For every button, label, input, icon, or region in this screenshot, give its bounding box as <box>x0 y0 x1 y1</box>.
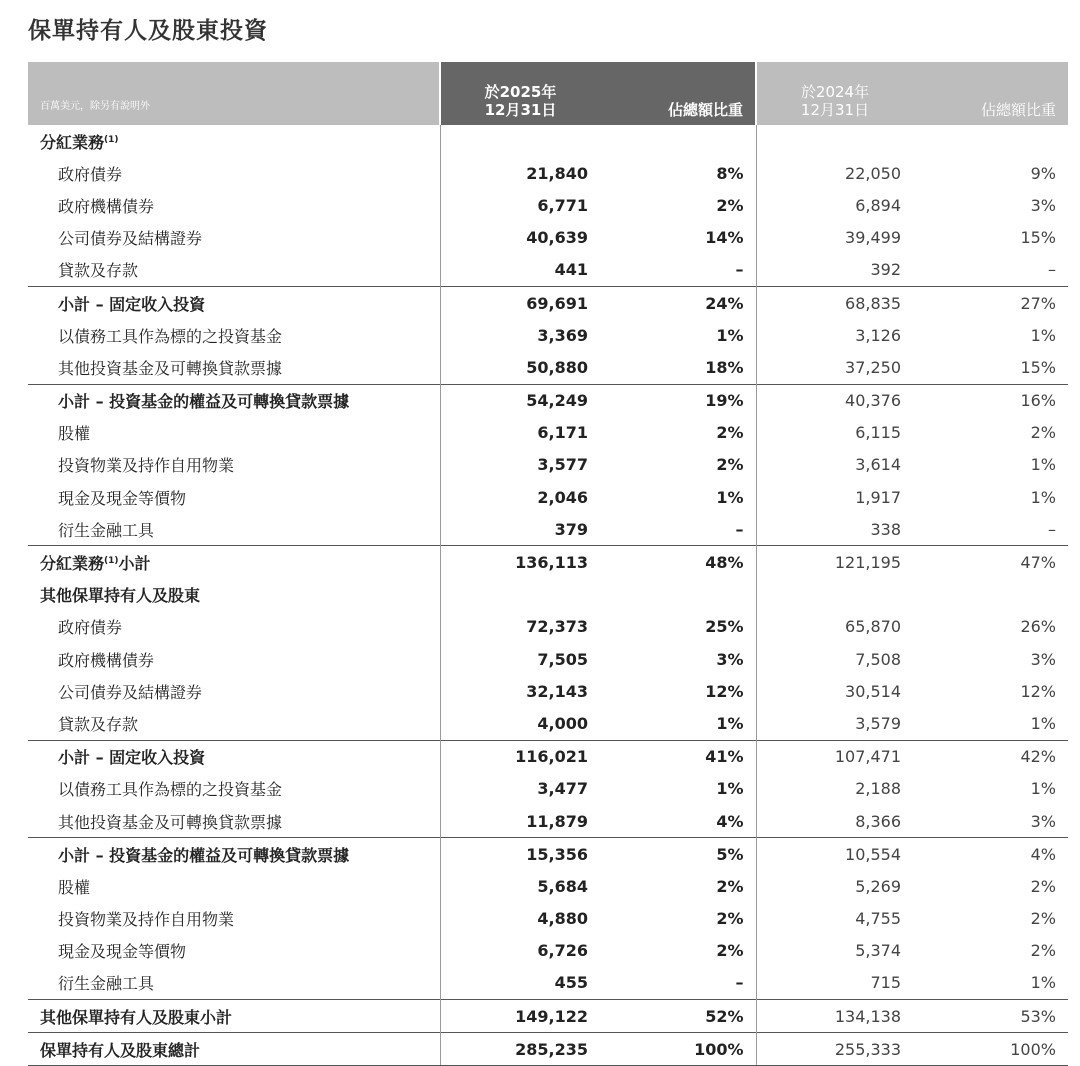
value-2025: 32,143 <box>440 675 600 707</box>
value-2024: 255,333 <box>756 1033 913 1066</box>
value-2025: 4,000 <box>440 707 600 740</box>
header-2024-year: 於2024年 <box>800 83 870 101</box>
row-label: 其他投資基金及可轉換貸款票據 <box>58 812 283 832</box>
value-2024: 6,115 <box>855 423 901 443</box>
value-2024: 134,138 <box>756 1000 913 1033</box>
share-2024: 42% <box>913 740 1068 773</box>
table-row <box>28 481 1068 513</box>
share-2025: 1% <box>600 481 756 513</box>
value-2024: 40,376 <box>756 384 913 417</box>
value-2024: 3,579 <box>855 713 901 733</box>
value-2025: 7,505 <box>440 643 600 675</box>
table-row <box>28 611 1068 643</box>
header-2025-year: 於2025年 <box>484 83 557 101</box>
row-label: 投資物業及持作自用物業 <box>58 456 235 476</box>
table-row <box>28 417 1068 449</box>
share-2025: 2% <box>600 870 756 902</box>
value-2024: 715 <box>870 973 901 993</box>
share-2025: 41% <box>600 740 756 773</box>
value-2024: 65,870 <box>845 617 901 637</box>
share-2024: 3% <box>1030 811 1056 831</box>
table-row <box>28 449 1068 481</box>
row-label: 其他保單持有人及股東 <box>40 586 201 606</box>
value-2025: 54,249 <box>440 384 600 417</box>
value-2025: 149,122 <box>440 1000 600 1033</box>
value-2024: 10,554 <box>756 838 913 871</box>
share-2025: 48% <box>600 546 756 579</box>
share-2025: – <box>600 967 756 1000</box>
row-label: 小計 – 投資基金的權益及可轉換貸款票據 <box>28 838 440 871</box>
share-2024: – <box>1048 519 1056 539</box>
table-row <box>28 675 1068 707</box>
table-row <box>28 513 1068 546</box>
value-2025: 6,771 <box>440 189 600 221</box>
value-2024: 2,188 <box>855 779 901 799</box>
share-2024: 4% <box>913 838 1068 871</box>
subtotal-row <box>28 1000 1068 1033</box>
row-label: 政府機構債券 <box>58 196 155 216</box>
share-2025: 100% <box>600 1033 756 1066</box>
share-2024: 1% <box>1030 779 1056 799</box>
page-title: 保單持有人及股東投資 <box>28 18 268 44</box>
share-2024: 53% <box>913 1000 1068 1033</box>
share-2024: 2% <box>1030 876 1056 896</box>
value-2025: 379 <box>440 513 600 546</box>
value-2024: 8,366 <box>855 811 901 831</box>
share-2025: 1% <box>600 773 756 805</box>
value-2025: 455 <box>440 967 600 1000</box>
subtotal-row <box>28 546 1068 579</box>
table-row <box>28 351 1068 384</box>
value-2025: 441 <box>440 254 600 287</box>
unit-note: 百萬美元，除另有說明外 <box>28 62 440 125</box>
value-2025: 3,369 <box>440 319 600 351</box>
investments-table <box>28 62 1068 1066</box>
value-2024: 392 <box>870 260 901 280</box>
value-2024: 22,050 <box>845 163 901 183</box>
row-label: 政府債券 <box>58 164 123 184</box>
share-2025: 18% <box>600 351 756 384</box>
row-label: 其他保單持有人及股東小計 <box>28 1000 440 1033</box>
value-2025: 15,356 <box>440 838 600 871</box>
header-2024-date <box>756 62 913 125</box>
share-2024: 1% <box>1030 713 1056 733</box>
row-label: 衍生金融工具 <box>58 520 155 540</box>
share-2024: 2% <box>1030 423 1056 443</box>
total-row <box>28 1033 1068 1066</box>
row-label: 現金及現金等價物 <box>58 942 187 962</box>
share-2025: 4% <box>600 805 756 838</box>
share-2024 <box>913 579 1068 611</box>
row-label: 分紅業務$^{(1)}$小計 <box>28 546 440 579</box>
row-label: 小計 – 固定收入投資 <box>28 740 440 773</box>
value-2025: 72,373 <box>440 611 600 643</box>
row-label: 貸款及存款 <box>58 261 139 281</box>
table-row <box>28 805 1068 838</box>
value-2024: 5,374 <box>855 941 901 961</box>
value-2025: 285,235 <box>440 1033 600 1066</box>
value-2024: 3,126 <box>855 325 901 345</box>
share-2024: 12% <box>1020 681 1056 701</box>
share-2025: 2% <box>600 449 756 481</box>
value-2024: 338 <box>870 519 901 539</box>
value-2024: 6,894 <box>855 195 901 215</box>
row-label: 保單持有人及股東總計 <box>28 1033 440 1066</box>
value-2025: 3,477 <box>440 773 600 805</box>
share-2024: 26% <box>1020 617 1056 637</box>
share-2025 <box>600 579 756 611</box>
value-2025: 21,840 <box>440 157 600 189</box>
table-row <box>28 157 1068 189</box>
subtotal-row <box>28 838 1068 871</box>
header-2024-share: 佔總額比重 <box>913 62 1068 125</box>
share-2025: 2% <box>600 417 756 449</box>
table-row <box>28 870 1068 902</box>
table-row <box>28 222 1068 254</box>
value-2024: 121,195 <box>756 546 913 579</box>
share-2025: 24% <box>600 286 756 319</box>
share-2025: – <box>600 254 756 287</box>
share-2024: 15% <box>1020 228 1056 248</box>
share-2024: 1% <box>1030 325 1056 345</box>
value-2024: 5,269 <box>855 876 901 896</box>
share-2024: 3% <box>1030 649 1056 669</box>
subtotal-row <box>28 384 1068 417</box>
row-label: 公司債券及結構證券 <box>58 229 203 249</box>
header-2025-date <box>440 62 600 125</box>
share-2024: 1% <box>1030 973 1056 993</box>
row-label: 衍生金融工具 <box>58 974 155 994</box>
share-2024: 47% <box>913 546 1068 579</box>
subtotal-row <box>28 286 1068 319</box>
value-2024 <box>756 579 913 611</box>
share-2025: 1% <box>600 319 756 351</box>
share-2025: 2% <box>600 935 756 967</box>
value-2025: 69,691 <box>440 286 600 319</box>
table-row <box>28 707 1068 740</box>
value-2025: 116,021 <box>440 740 600 773</box>
value-2025: 50,880 <box>440 351 600 384</box>
row-label: 現金及現金等價物 <box>58 488 187 508</box>
share-2024 <box>913 125 1068 157</box>
share-2025: 52% <box>600 1000 756 1033</box>
row-label: 以債務工具作為標的之投資基金 <box>58 326 283 346</box>
table-row <box>28 773 1068 805</box>
table-header-row <box>28 62 1068 125</box>
value-2024: 37,250 <box>845 357 901 377</box>
row-label: 小計 – 固定收入投資 <box>28 286 440 319</box>
value-2025: 40,639 <box>440 222 600 254</box>
table-row <box>28 967 1068 1000</box>
share-2025: 25% <box>600 611 756 643</box>
section-header-row <box>28 579 1068 611</box>
value-2024: 4,755 <box>855 909 901 929</box>
share-2024: 1% <box>1030 487 1056 507</box>
share-2024: 9% <box>1030 163 1056 183</box>
row-label: 股權 <box>58 424 91 444</box>
share-2025: – <box>600 513 756 546</box>
share-2024: 100% <box>913 1033 1068 1066</box>
row-label: 政府機構債券 <box>58 650 155 670</box>
value-2024 <box>756 125 913 157</box>
table-row <box>28 903 1068 935</box>
share-2024: 3% <box>1030 195 1056 215</box>
value-2024: 39,499 <box>845 228 901 248</box>
row-label: 股權 <box>58 877 91 897</box>
row-label: 以債務工具作為標的之投資基金 <box>58 780 283 800</box>
share-2024: 1% <box>1030 455 1056 475</box>
share-2024: 2% <box>1030 909 1056 929</box>
value-2024: 68,835 <box>756 286 913 319</box>
share-2025: 8% <box>600 157 756 189</box>
section-header-row <box>28 125 1068 157</box>
share-2025: 2% <box>600 903 756 935</box>
value-2025: 136,113 <box>440 546 600 579</box>
share-2024: 2% <box>1030 941 1056 961</box>
table-row <box>28 189 1068 221</box>
row-label: 其他投資基金及可轉換貸款票據 <box>58 358 283 378</box>
value-2025 <box>440 125 600 157</box>
share-2024: 27% <box>913 286 1068 319</box>
value-2025: 3,577 <box>440 449 600 481</box>
row-label: 小計 – 投資基金的權益及可轉換貸款票據 <box>28 384 440 417</box>
value-2025: 6,171 <box>440 417 600 449</box>
value-2025: 4,880 <box>440 903 600 935</box>
share-2025: 19% <box>600 384 756 417</box>
row-label: 公司債券及結構證券 <box>58 682 203 702</box>
table-row <box>28 935 1068 967</box>
header-2025-day: 12月31日 <box>484 101 557 119</box>
value-2024: 1,917 <box>855 487 901 507</box>
value-2024: 3,614 <box>855 455 901 475</box>
table-row <box>28 319 1068 351</box>
value-2025 <box>440 579 600 611</box>
row-label: 政府債券 <box>58 618 123 638</box>
share-2025: 14% <box>600 222 756 254</box>
share-2025: 5% <box>600 838 756 871</box>
value-2024: 7,508 <box>855 649 901 669</box>
header-2024-day: 12月31日 <box>800 101 870 119</box>
table-row <box>28 254 1068 287</box>
value-2025: 2,046 <box>440 481 600 513</box>
share-2025: 2% <box>600 189 756 221</box>
share-2025 <box>600 125 756 157</box>
share-2025: 12% <box>600 675 756 707</box>
value-2025: 11,879 <box>440 805 600 838</box>
share-2024: 15% <box>1020 357 1056 377</box>
share-2025: 1% <box>600 707 756 740</box>
share-2024: – <box>1048 260 1056 280</box>
table-row <box>28 643 1068 675</box>
share-2024: 16% <box>913 384 1068 417</box>
subtotal-row <box>28 740 1068 773</box>
value-2024: 107,471 <box>756 740 913 773</box>
row-label: 投資物業及持作自用物業 <box>58 910 235 930</box>
value-2025: 6,726 <box>440 935 600 967</box>
value-2024: 30,514 <box>845 681 901 701</box>
row-label: 貸款及存款 <box>58 714 139 734</box>
row-label: 分紅業務$^{(1)}$ <box>40 132 119 152</box>
share-2025: 3% <box>600 643 756 675</box>
value-2025: 5,684 <box>440 870 600 902</box>
header-2025-share: 佔總額比重 <box>600 62 756 125</box>
